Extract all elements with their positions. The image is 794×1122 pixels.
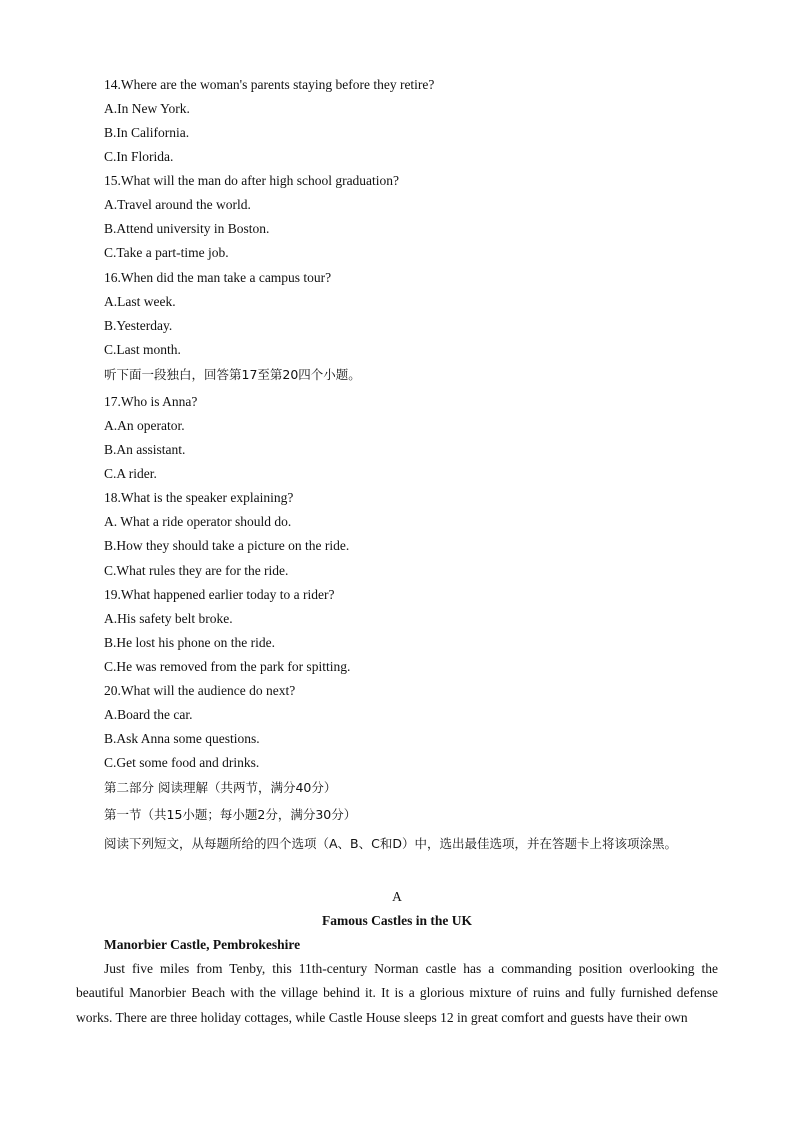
question-19-option-c: C.He was removed from the park for spitting. (104, 659, 351, 674)
question-14-option-b: B.In California. (104, 125, 190, 140)
question-16-option-a: A.Last week. (104, 294, 176, 309)
question-16-stem: 16.When did the man take a campus tour? (104, 270, 332, 285)
monologue-instruction: 听下面一段独白，回答第17至第20四个小题。 (104, 367, 361, 382)
question-19-option-a: A.His safety belt broke. (104, 611, 233, 626)
question-14-option-a: A.In New York. (104, 101, 190, 116)
question-18-option-c: C.What rules they are for the ride. (104, 563, 289, 578)
question-16-option-c: C.Last month. (104, 342, 181, 357)
part2-heading: 第二部分 阅读理解（共两节，满分40分） (104, 780, 337, 795)
question-20-option-b: B.Ask Anna some questions. (104, 731, 260, 746)
question-20-option-a: A.Board the car. (104, 707, 193, 722)
question-17-option-b: B.An assistant. (104, 442, 186, 457)
question-14-option-c: C.In Florida. (104, 149, 174, 164)
question-18-option-a: A. What a ride operator should do. (104, 514, 292, 529)
part2-section1: 第一节（共15小题；每小题2分，满分30分） (104, 807, 357, 822)
question-14-stem: 14.Where are the woman's parents staying before they retire? (104, 77, 435, 92)
question-15-option-b: B.Attend university in Boston. (104, 221, 270, 236)
question-19-option-b: B.He lost his phone on the ride. (104, 635, 275, 650)
question-19-stem: 19.What happened earlier today to a rider? (104, 587, 335, 602)
passage-letter: A (392, 889, 402, 904)
question-15-stem: 15.What will the man do after high school graduation? (104, 173, 400, 188)
question-18-option-b: B.How they should take a picture on the ride. (104, 538, 350, 553)
question-15-option-c: C.Take a part-time job. (104, 245, 229, 260)
question-17-option-c: C.A rider. (104, 466, 157, 481)
part2-instruction: 阅读下列短文，从每题所给的四个选项（A、B、C和D）中，选出最佳选项，并在答题卡上将该项涂黑。 (104, 836, 677, 851)
question-16-option-b: B.Yesterday. (104, 318, 173, 333)
passage-paragraph: Just five miles from Tenby, this 11th-century Norman castle has a commanding position overlooking the beautiful Manorbier Beach with the village behind it. It is a glorious mixture of ruins and fully furnished defense works. There are three holiday cottages, while Castle House sleeps 12 in great comfort and guests have their own (76, 961, 718, 1025)
passage-subheading: Manorbier Castle, Pembrokeshire (104, 937, 301, 952)
passage-title: Famous Castles in the UK (321, 913, 472, 928)
question-17-option-a: A.An operator. (104, 418, 185, 433)
question-15-option-a: A.Travel around the world. (104, 197, 251, 212)
question-18-stem: 18.What is the speaker explaining? (104, 490, 294, 505)
question-20-stem: 20.What will the audience do next? (104, 683, 296, 698)
question-17-stem: 17.Who is Anna? (104, 394, 198, 409)
question-20-option-c: C.Get some food and drinks. (104, 755, 260, 770)
